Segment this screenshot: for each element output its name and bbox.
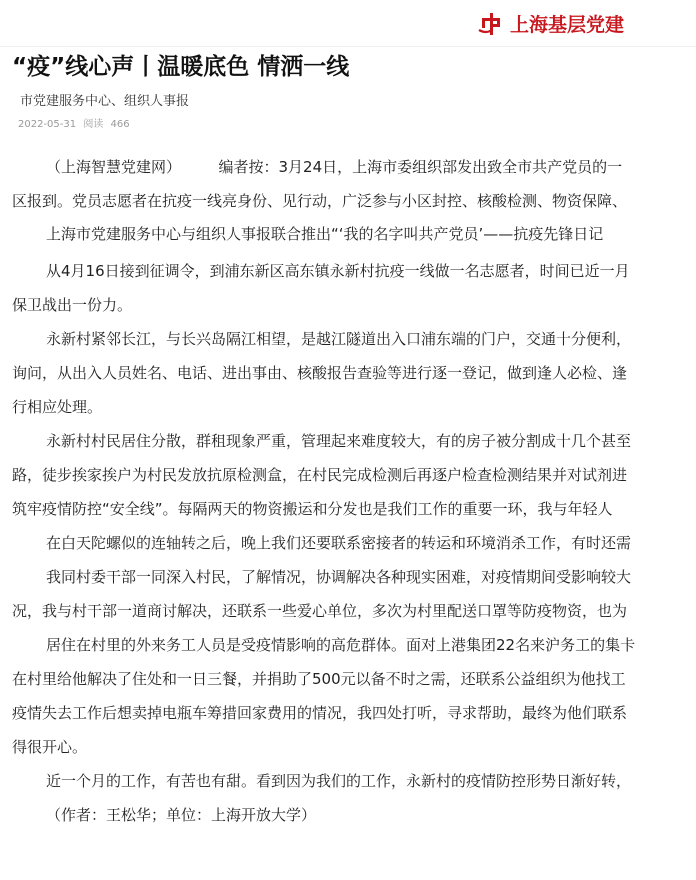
- publish-date: 2022-05-31: [18, 119, 77, 130]
- body-line: 得很开心。: [12, 738, 88, 756]
- body-line: 行相应处理。: [12, 398, 103, 416]
- body-line: 况，我与村干部一道商讨解决，还联系一些爱心单位，多次为村里配送口罩等防疫物资，也为: [12, 602, 628, 620]
- body-line: 永新村村民居住分散，群租现象严重，管理起来难度较大，有的房子被分割成十几个甚至: [46, 432, 632, 450]
- body-line: 路，徒步挨家挨户为村民发放抗原检测盒，在村民完成检测后再逐户检查检测结果并对试剂进: [12, 466, 628, 484]
- party-logo-icon: [476, 9, 504, 37]
- brand-name: 上海基层党建: [509, 13, 624, 36]
- article-title: “疫”线心声丨温暖底色 情洒一线: [12, 54, 350, 80]
- body-line: 近一个月的工作，有苦也有甜。看到因为我们的工作，永新村的疫情防控形势日渐好转，: [46, 772, 632, 790]
- article-source: 市党建服务中心、组织人事报: [20, 94, 190, 109]
- body-line: 疫情失去工作后想卖掉电瓶车筹措回家费用的情况，我四处打听，寻求帮助，最终为他们联系: [12, 704, 628, 722]
- article-meta: [18, 117, 130, 133]
- body-line: 居住在村里的外来务工人员是受疫情影响的高危群体。面对上港集团22名来沪务工的集卡: [46, 636, 636, 654]
- body-line: 从4月16日接到征调令，到浦东新区高东镇永新村抗疫一线做一名志愿者，时间已近一月: [46, 262, 630, 280]
- body-line: 永新村紧邻长江，与长兴岛隔江相望，是越江隧道出入口浦东端的门户，交通十分便利，: [46, 330, 632, 348]
- body-line: 上海市党建服务中心与组织人事报联合推出“‘我的名字叫共产党员’——抗疫先锋日记: [46, 225, 604, 243]
- body-line: 询问，从出入人员姓名、电话、进出事由、核酸报告查验等进行逐一登记，做到逢人必检、逢: [12, 364, 628, 382]
- body-line: 我同村委干部一同深入村民，了解情况，协调解决各种现实困难，对疫情期间受影响较大: [46, 568, 632, 586]
- body-line: 区报到。党员志愿者在抗疫一线亮身份、见行动，广泛参与小区封控、核酸检测、物资保障、: [12, 192, 628, 210]
- read-label: 阅读: [83, 119, 104, 130]
- body-line: 筑牢疫情防控“安全线”。每隔两天的物资搬运和分发也是我们工作的重要一环，我与年轻人: [12, 500, 613, 518]
- body-line: 在村里给他解决了住处和一日三餐，并捐助了500元以备不时之需，还联系公益组织为他找工: [12, 670, 626, 688]
- read-count: 466: [110, 119, 130, 130]
- top-bar: [0, 0, 696, 47]
- body-line: （作者：王松华；单位：上海开放大学）: [46, 806, 317, 824]
- body-line: 在白天陀螺似的连轴转之后，晚上我们还要联系密接者的转运和环境消杀工作，有时还需: [46, 534, 632, 552]
- body-line: （上海智慧党建网） 编者按：3月24日，上海市委组织部发出致全市共产党员的一: [46, 158, 623, 176]
- body-line: 保卫战出一份力。: [12, 296, 133, 314]
- brand[interactable]: [476, 8, 624, 38]
- article-body: [0, 152, 696, 842]
